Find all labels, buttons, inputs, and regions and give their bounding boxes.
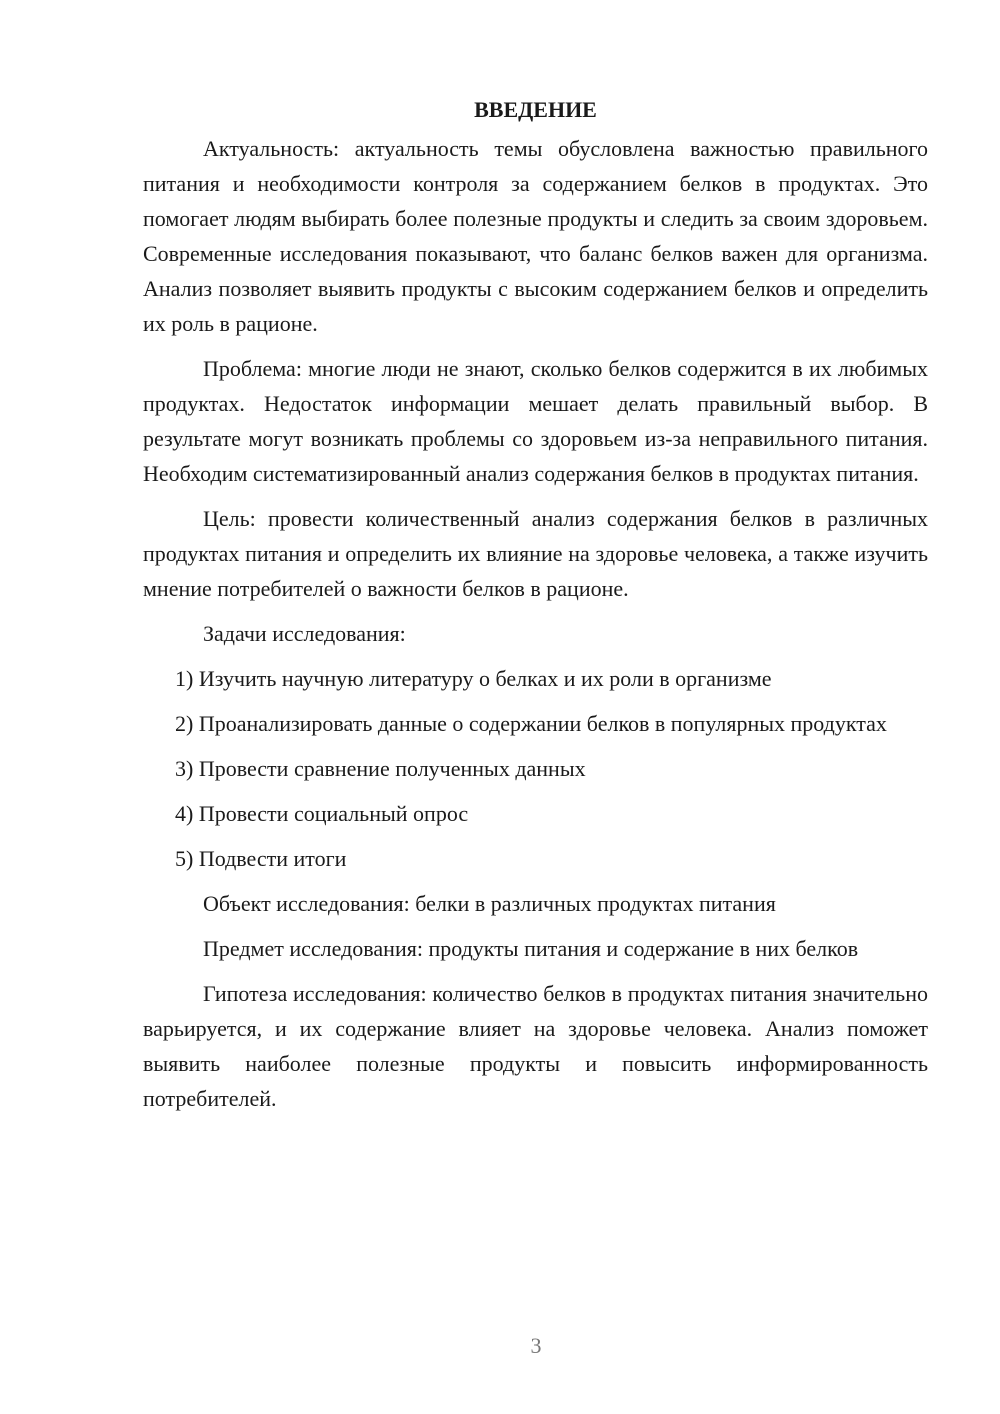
goal-paragraph: Цель: провести количественный анализ содержания белков в различных продуктах питания и определить их влияние на здоровье человека, а также изучить мнение потребителей о важности белков в рационе. — [143, 506, 928, 601]
page-content — [143, 92, 928, 1116]
page-number: 3 — [530, 1333, 542, 1358]
problem-paragraph: Проблема: многие люди не знают, сколько белков содержится в их любимых продуктах. Недостаток информации мешает делать правильный выбор. В результате могут возникать проблемы со здоровьем из-за неправильного питания. Необходим систематизированный анализ содержания белков в продуктах питания. — [143, 356, 928, 486]
task-item: 3) Провести сравнение полученных данных — [175, 756, 586, 781]
task-item: 5) Подвести итоги — [175, 846, 347, 871]
object-paragraph: Объект исследования: белки в различных продуктах питания — [203, 891, 776, 916]
task-item: 1) Изучить научную литературу о белках и их роли в организме — [175, 666, 772, 691]
tasks-heading: Задачи исследования: — [203, 621, 406, 646]
hypothesis-paragraph: Гипотеза исследования: количество белков в продуктах питания значительно варьируется, и их содержание влияет на здоровье человека. Анализ поможет выявить наиболее полезные продукты и повысить информированность потребителей. — [143, 981, 928, 1111]
subject-paragraph: Предмет исследования: продукты питания и содержание в них белков — [203, 936, 859, 961]
section-title: ВВЕДЕНИЕ — [474, 97, 597, 122]
relevance-paragraph: Актуальность: актуальность темы обусловлена важностью правильного питания и необходимости контроля за содержанием белков в продуктах. Это помогает людям выбирать более полезные продукты и следить за своим здоровьем. Современные исследования показывают, что баланс белков важен для организма. Анализ позволяет выявить продукты с высоким содержанием белков и определить их роль в рационе. — [143, 136, 928, 336]
task-item: 4) Провести социальный опрос — [175, 801, 469, 826]
task-item: 2) Проанализировать данные о содержании белков в популярных продуктах — [175, 711, 887, 736]
